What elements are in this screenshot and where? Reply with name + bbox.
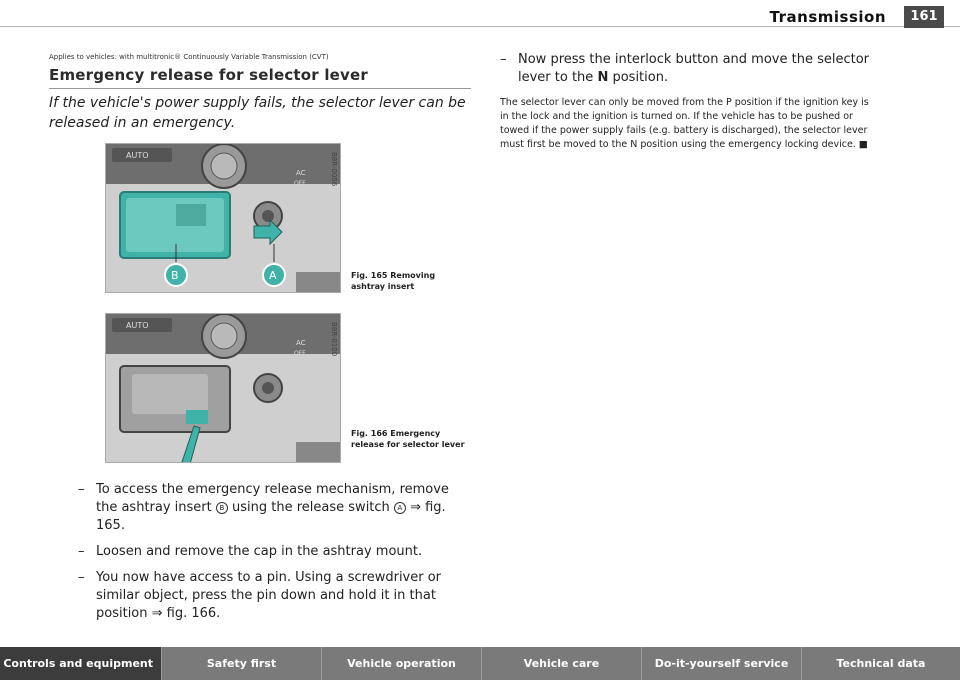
right-column — [500, 51, 870, 152]
header-rule — [0, 26, 960, 27]
step-text: To access the emergency release mechanism, remove the ashtray insert — [96, 482, 449, 515]
intro-text: If the vehicle's power supply fails, the selector lever can be released in an emergency. — [49, 95, 466, 131]
step-text: Loosen and remove the cap in the ashtray mount. — [96, 544, 423, 559]
tab-technical-data[interactable]: Technical data — [836, 657, 926, 670]
ac-button-label: AC — [296, 339, 306, 347]
figure-166-image — [105, 313, 341, 463]
step-dash: – — [78, 570, 85, 585]
instruction-steps — [78, 481, 473, 631]
step-remove-cap — [78, 543, 473, 561]
step-text: position. — [612, 70, 669, 85]
figure-165-code: B8R-0056 — [330, 152, 338, 187]
position-n: N — [597, 70, 609, 85]
tab-do-it-yourself-service[interactable]: Do-it-yourself service — [642, 647, 802, 680]
step-text: using the release switch — [232, 500, 390, 515]
step-dash: – — [500, 52, 507, 67]
step-dash: – — [78, 544, 85, 559]
note-text: The selector lever can only be moved from the P position if the ignition key is in the lock and the ignition is turned on. If the vehicle has to be pushed or towed if the power supply fails (e.g. battery is discharged), the selector lever must first be moved to the N position using the emergency locking device. — [500, 97, 869, 150]
tab-safety-first[interactable]: Safety first — [162, 647, 322, 680]
emergency-release-illustration — [106, 314, 341, 463]
step-remove-ashtray — [78, 481, 473, 535]
tab-vehicle-operation[interactable]: Vehicle operation — [322, 647, 482, 680]
page-number: 161 — [904, 6, 944, 28]
tab-controls-and-equipment[interactable]: Controls and equipment — [0, 647, 162, 680]
step-dash: – — [78, 482, 85, 497]
section-title: Transmission — [769, 8, 886, 26]
figure-165-caption: Fig. 165 Removing ashtray insert — [351, 271, 436, 291]
section-heading: Emergency release for selector lever — [49, 66, 368, 84]
tab-vehicle-care[interactable]: Vehicle care — [482, 647, 642, 680]
auto-button-label: AUTO — [126, 151, 149, 160]
step-text: You now have access to a pin. Using a screwdriver or similar object, press the pin down and hold it in that position ⇒ fig. 166. — [96, 570, 442, 621]
heading-rule — [49, 88, 471, 89]
step-press-interlock — [500, 51, 870, 87]
callout-a-label: A — [269, 269, 277, 282]
step-text: Now press the interlock button and move the selector lever to the — [518, 52, 869, 85]
marker-b: B — [216, 502, 228, 514]
callout-b-label: B — [171, 269, 179, 282]
off-button-label: OFF — [294, 350, 306, 357]
applies-to-note: Applies to vehicles: with multitronic® Continuously Variable Transmission (CVT) — [49, 53, 329, 61]
ac-button-label: AC — [296, 169, 306, 177]
figure-165-image — [105, 143, 341, 293]
step-press-pin — [78, 569, 473, 623]
end-marker: ■ — [858, 139, 868, 150]
off-button-label: OFF — [294, 180, 306, 187]
figure-reference: ⇒ fig. 165. — [96, 500, 446, 533]
emergency-note — [500, 96, 870, 152]
figure-166-code: B8R-0100 — [330, 322, 338, 357]
auto-button-label: AUTO — [126, 321, 149, 330]
figure-166-caption: Fig. 166 Emergency release for selector lever — [351, 429, 465, 449]
ashtray-removal-illustration — [106, 144, 341, 293]
marker-a: A — [394, 502, 406, 514]
chapter-tab-bar — [0, 647, 960, 680]
